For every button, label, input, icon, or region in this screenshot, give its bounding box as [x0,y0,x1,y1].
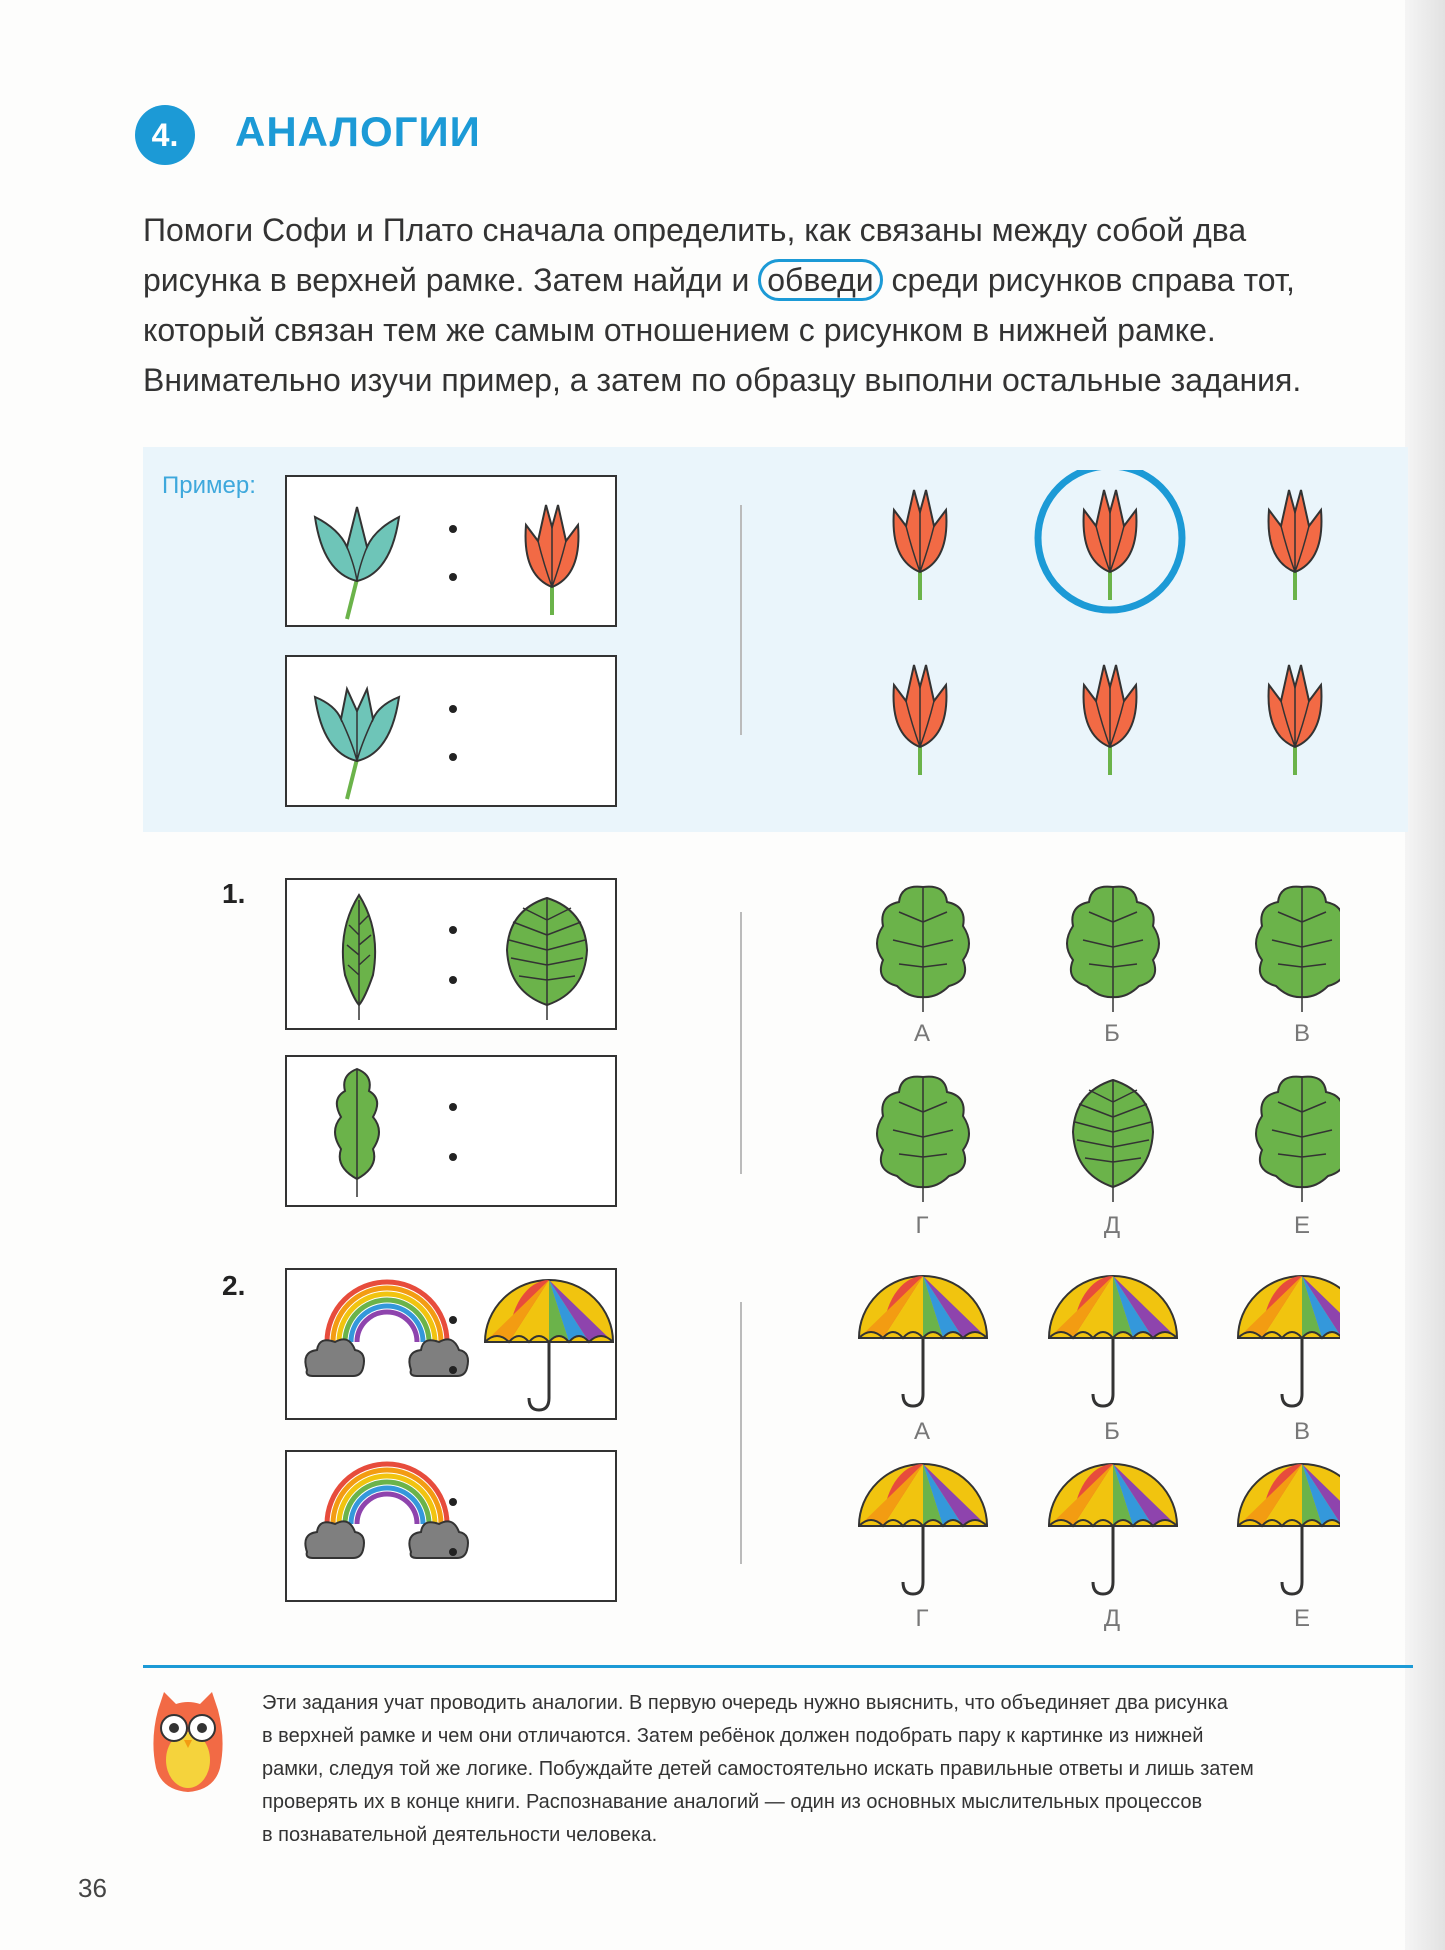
colon-dot [449,1316,457,1324]
note-line: Эти задания учат проводить аналогии. В первую очередь нужно выяснить, что объединяет два рисунка [262,1692,1228,1714]
task-1-options [840,870,1340,1230]
example-label: Пример: [162,472,256,499]
option-label: А [913,1020,930,1047]
intro-line-2-post: среди рисунков справа тот, [882,262,1295,298]
option-tulip-icon [1084,665,1137,775]
intro-line-4: Внимательно изучи пример, а затем по образцу выполни остальные задания. [143,362,1302,398]
teal-tulip-icon [315,507,399,619]
colon-dot [449,573,457,581]
task-1-top-pair [287,880,615,1028]
example-bottom-figure [287,657,615,805]
task-2-number: 2. [222,1270,246,1301]
parent-note [262,1687,1382,1852]
rainbow-icon [305,1464,468,1558]
example-options [840,470,1340,800]
colon-dot [449,976,457,984]
note-line: рамки, следуя той же логике. Побуждайте детей самостоятельно искать правильные ответы и лишь затем [262,1758,1254,1780]
example-top-pair [287,477,615,625]
task-2-bottom-frame [285,1450,617,1602]
colon-dot [449,926,457,934]
option-tulip-icon [1269,665,1322,775]
circled-word: обведи [758,259,882,301]
option-tulip-icon [1084,490,1137,600]
task-2-bottom-figure [287,1452,615,1600]
option-leaf-icon [877,887,969,1012]
page-number: 36 [78,1873,107,1903]
colon-dot [449,705,457,713]
task-1-bottom-frame [285,1055,617,1207]
option-leaf-icon [877,1077,969,1202]
wavy-leaf-icon [335,1069,379,1197]
option-umbrella-icon [859,1464,987,1594]
umbrella-icon [485,1280,613,1410]
intro-text [143,205,1393,405]
option-tulip-icon [894,490,947,600]
option-label: А [913,1418,930,1445]
section-number: 4. [151,116,179,153]
option-umbrella-icon [1238,1276,1340,1406]
option-leaf-icon [1073,1080,1153,1202]
option-umbrella-icon [1049,1276,1177,1406]
colon-dot [449,1498,457,1506]
colon-dot [449,1548,457,1556]
section-number-badge [135,105,195,165]
divider [740,505,742,735]
option-tulip-icon [894,665,947,775]
option-label: Д [1103,1212,1121,1239]
note-line: проверять их в конце книги. Распознавание аналогий — один из основных мыслительных процессов [262,1791,1203,1813]
intro-line-3: который связан тем же самым отношением с рисунком в нижней рамке. [143,312,1216,348]
colon-dot [449,525,457,533]
option-label: Б [1104,1418,1120,1445]
broad-leaf-icon [507,898,587,1020]
option-tulip-icon [1269,490,1322,600]
footer-rule [143,1665,1413,1668]
option-leaf-icon [1256,887,1340,1012]
intro-line-1: Помоги Софи и Плато сначала определить, как связаны между собой два [143,212,1247,248]
option-label: Д [1103,1605,1121,1632]
option-umbrella-icon [1049,1464,1177,1594]
note-line: в верхней рамке и чем они отличаются. Затем ребёнок должен подобрать пару к картинке из нижней [262,1725,1204,1747]
owl-icon [148,1690,228,1795]
rainbow-icon [305,1282,468,1376]
task-2-top-pair [287,1270,615,1418]
colon-dot [449,753,457,761]
narrow-leaf-icon [343,895,375,1020]
option-label: Е [1293,1212,1310,1239]
task-2-options [840,1262,1340,1652]
colon-dot [449,1366,457,1374]
option-label: Б [1104,1020,1120,1047]
colon-dot [449,1103,457,1111]
task-2-top-frame [285,1268,617,1420]
colon-dot [449,1153,457,1161]
option-leaf-icon [1256,1077,1340,1202]
intro-line-2 [143,255,1393,305]
task-1-number: 1. [222,878,246,909]
example-bottom-frame [285,655,617,807]
option-umbrella-icon [1238,1464,1340,1594]
option-label: В [1293,1020,1310,1047]
option-label: В [1293,1418,1310,1445]
option-leaf-icon [1067,887,1159,1012]
option-umbrella-icon [859,1276,987,1406]
intro-line-2-pre: рисунка в верхней рамке. Затем найди и [143,262,759,298]
teal-tulip-4-petals-icon [315,689,399,799]
example-top-frame [285,475,617,627]
option-label: Г [915,1212,929,1239]
task-1-top-frame [285,878,617,1030]
page-edge-shadow [1405,0,1445,1950]
divider [740,1302,742,1564]
option-label: Г [915,1605,929,1632]
section-title: АНАЛОГИИ [235,108,481,155]
note-line: в познавательной деятельности человека. [262,1824,658,1846]
option-label: Е [1293,1605,1310,1632]
task-1-bottom-figure [287,1057,615,1205]
divider [740,912,742,1174]
orange-tulip-icon [526,505,579,615]
